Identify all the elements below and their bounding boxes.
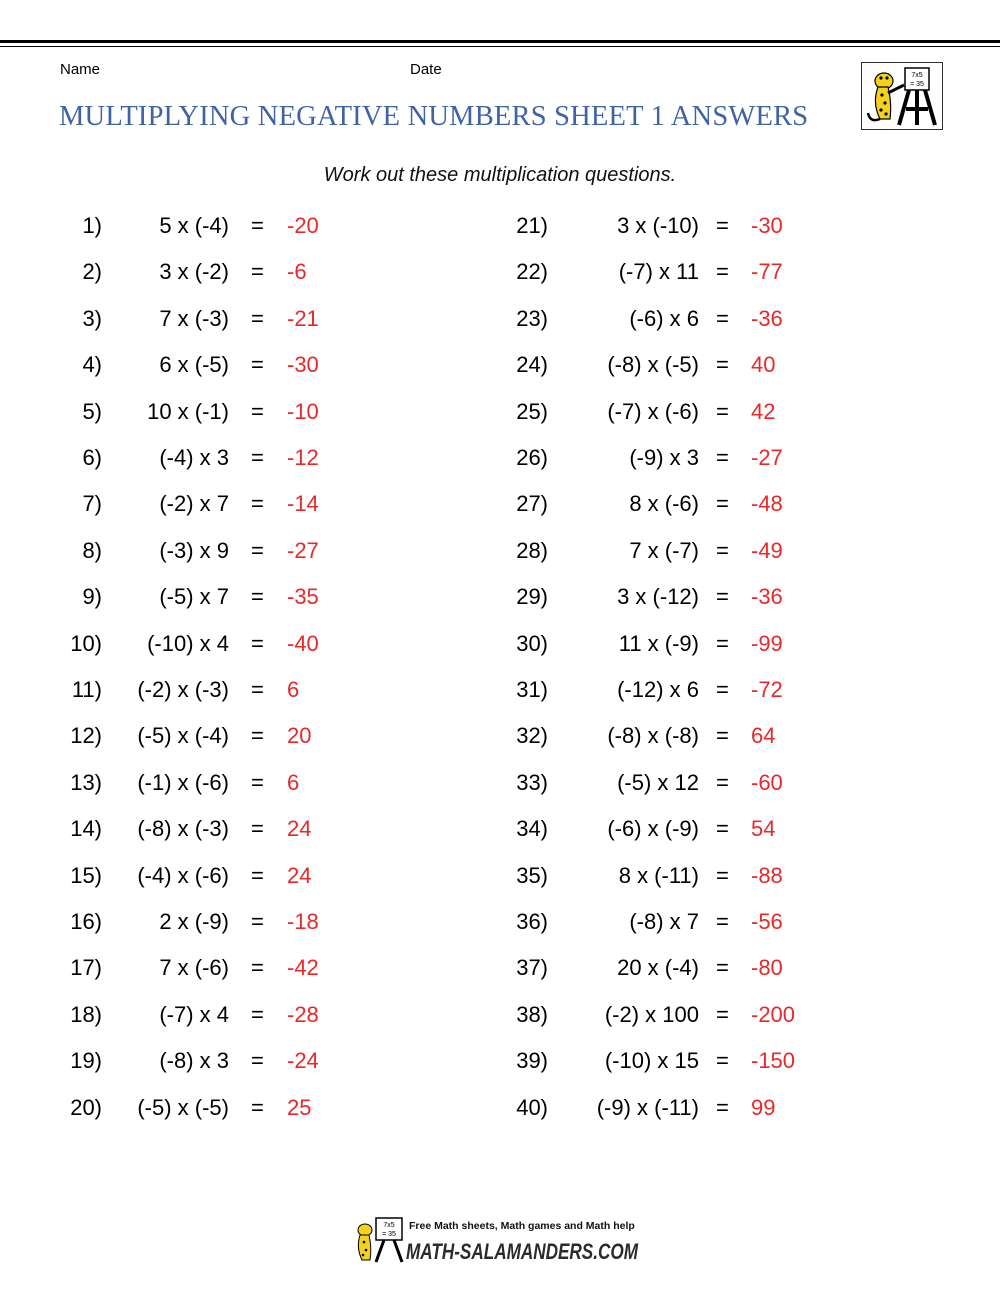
question-row: [0, 675, 1000, 705]
equals-sign: =: [716, 1048, 729, 1074]
question-number: 11): [71, 677, 102, 702]
answer: -72: [751, 677, 783, 702]
question-expression: (-2) x 7: [159, 491, 229, 517]
question-expression: (-8) x (-8): [607, 723, 699, 749]
question-expression: (-2) x 100: [604, 1001, 699, 1027]
question-number: 40): [516, 1094, 548, 1120]
question-expression: (-12) x 6: [617, 677, 699, 702]
question-expression: (-4) x (-6): [137, 862, 229, 888]
equals-sign: =: [716, 445, 729, 470]
question-row: [0, 582, 1000, 612]
answer: -27: [287, 537, 319, 563]
question-row: [0, 1000, 1000, 1030]
question-number: 8): [82, 537, 102, 563]
answer: 99: [751, 1094, 776, 1120]
question-row: [0, 211, 1000, 241]
question-expression: (-5) x 7: [159, 584, 229, 610]
equals-sign: =: [716, 1001, 729, 1027]
header-rule-thin: [0, 46, 1000, 47]
answer: 54: [751, 816, 776, 842]
question-number: 12): [70, 723, 102, 749]
question-number: 28): [516, 537, 548, 563]
question-row: [0, 953, 1000, 983]
question-number: 25): [516, 398, 548, 424]
question-number: 37): [516, 955, 548, 981]
question-number: 26): [516, 445, 548, 470]
svg-text:= 35: = 35: [910, 81, 924, 88]
equals-sign: =: [251, 1048, 264, 1074]
equals-sign: =: [251, 769, 264, 795]
question-expression: 2 x (-9): [159, 909, 229, 934]
answer: 6: [287, 769, 300, 795]
question-number: 16): [70, 909, 102, 934]
question-expression: (-4) x 3: [159, 445, 229, 470]
answer: -28: [287, 1001, 319, 1027]
question-row: [0, 350, 1000, 380]
question-number: 19): [70, 1048, 102, 1074]
equals-sign: =: [251, 909, 264, 934]
question-expression: (-6) x (-9): [607, 816, 699, 842]
svg-text:7x5: 7x5: [911, 72, 923, 79]
question-number: 39): [516, 1048, 548, 1074]
answer: -24: [287, 1048, 319, 1074]
equals-sign: =: [251, 723, 264, 749]
answer: -36: [751, 584, 783, 610]
answer: -150: [751, 1048, 796, 1074]
question-number: 14): [70, 816, 102, 842]
page-title: MULTIPLYING NEGATIVE NUMBERS SHEET 1 ANSWERS: [59, 101, 809, 132]
equals-sign: =: [716, 909, 729, 934]
question-expression: 3 x (-12): [617, 584, 699, 610]
question-expression: 3 x (-10): [617, 213, 699, 238]
answer: -27: [751, 445, 783, 470]
question-row: [0, 861, 1000, 891]
equals-sign: =: [251, 213, 264, 238]
question-number: 36): [516, 909, 548, 934]
question-expression: (-5) x (-4): [137, 723, 229, 749]
equals-sign: =: [251, 305, 264, 331]
equals-sign: =: [251, 955, 264, 981]
equals-sign: =: [251, 259, 264, 285]
instructions: Work out these multiplication questions.: [323, 164, 677, 186]
question-number: 2): [82, 259, 102, 285]
question-number: 33): [516, 769, 548, 795]
question-row: [0, 489, 1000, 519]
header-rule-thick: [0, 40, 1000, 43]
question-number: 32): [516, 723, 548, 749]
equals-sign: =: [716, 862, 729, 888]
question-expression: 10 x (-1): [147, 398, 229, 424]
equals-sign: =: [251, 816, 264, 842]
footer-tagline: Free Math sheets, Math games and Math help: [409, 1220, 635, 1232]
answer: -77: [751, 259, 783, 285]
answer: -21: [287, 305, 319, 331]
answer: -56: [751, 909, 783, 934]
question-number: 13): [70, 769, 102, 795]
equals-sign: =: [251, 677, 264, 702]
equals-sign: =: [716, 213, 729, 238]
question-expression: (-8) x 3: [159, 1048, 229, 1074]
answer: -42: [287, 955, 319, 981]
question-row: [0, 443, 1000, 473]
answer: 24: [287, 862, 312, 888]
question-expression: (-7) x 4: [159, 1001, 229, 1027]
question-number: 18): [70, 1001, 102, 1027]
answer: 40: [751, 352, 776, 378]
question-number: 9): [82, 584, 102, 610]
equals-sign: =: [251, 445, 264, 470]
question-number: 10): [70, 630, 102, 656]
question-row: [0, 814, 1000, 844]
question-row: [0, 397, 1000, 427]
question-row: [0, 768, 1000, 798]
question-number: 20): [70, 1094, 102, 1120]
equals-sign: =: [716, 816, 729, 842]
answer: -20: [287, 213, 319, 238]
question-number: 17): [70, 955, 102, 981]
question-expression: 3 x (-2): [159, 259, 229, 285]
question-expression: (-10) x 15: [604, 1048, 699, 1074]
question-expression: (-6) x 6: [629, 305, 699, 331]
answer: -35: [287, 584, 319, 610]
question-number: 29): [516, 584, 548, 610]
answer: -30: [287, 352, 319, 378]
answer: 64: [751, 723, 776, 749]
question-row: [0, 907, 1000, 937]
question-number: 1): [82, 213, 102, 238]
question-row: [0, 629, 1000, 659]
equals-sign: =: [251, 1001, 264, 1027]
answer: -36: [751, 305, 783, 331]
question-expression: (-9) x 3: [629, 445, 699, 470]
equals-sign: =: [251, 862, 264, 888]
question-expression: 7 x (-3): [159, 305, 229, 331]
question-expression: (-5) x (-5): [137, 1094, 229, 1120]
salamander-icon: [862, 63, 942, 129]
equals-sign: =: [251, 1094, 264, 1120]
question-row: [0, 257, 1000, 287]
equals-sign: =: [251, 584, 264, 610]
question-number: 4): [82, 352, 102, 378]
question-expression: 7 x (-7): [629, 537, 699, 563]
answer: -99: [751, 630, 783, 656]
question-expression: (-3) x 9: [159, 537, 229, 563]
question-number: 21): [516, 213, 548, 238]
question-expression: 7 x (-6): [159, 955, 229, 981]
svg-text:= 35: = 35: [382, 1231, 396, 1238]
equals-sign: =: [716, 352, 729, 378]
answer: -12: [287, 445, 319, 470]
salamander-logo: [861, 62, 943, 130]
equals-sign: =: [716, 537, 729, 563]
answer: -60: [751, 769, 783, 795]
question-expression: 11 x (-9): [618, 630, 699, 656]
question-expression: (-2) x (-3): [137, 677, 229, 702]
question-number: 3): [82, 305, 102, 331]
question-expression: 8 x (-6): [629, 491, 699, 517]
svg-text:MATH-SALAMANDERS.COM: MATH-SALAMANDERS.COM: [406, 1239, 639, 1264]
answer: -80: [751, 955, 783, 981]
equals-sign: =: [251, 491, 264, 517]
answer: -6: [287, 259, 307, 285]
question-expression: (-7) x (-6): [607, 398, 699, 424]
equals-sign: =: [716, 491, 729, 517]
equals-sign: =: [716, 1094, 729, 1120]
answer: -14: [287, 491, 319, 517]
equals-sign: =: [716, 398, 729, 424]
equals-sign: =: [716, 955, 729, 981]
question-number: 35): [516, 862, 548, 888]
question-expression: (-1) x (-6): [137, 769, 229, 795]
question-row: [0, 1046, 1000, 1076]
question-number: 22): [516, 259, 548, 285]
answer: -88: [751, 862, 783, 888]
question-row: [0, 304, 1000, 334]
question-expression: 20 x (-4): [617, 955, 699, 981]
equals-sign: =: [716, 584, 729, 610]
question-row: [0, 536, 1000, 566]
equals-sign: =: [251, 630, 264, 656]
question-number: 27): [516, 491, 548, 517]
answer: 20: [287, 723, 312, 749]
answer: -49: [751, 537, 783, 563]
question-row: [0, 721, 1000, 751]
answer: 25: [287, 1094, 312, 1120]
equals-sign: =: [716, 305, 729, 331]
name-label: Name: [60, 61, 101, 78]
question-row: [0, 1093, 1000, 1123]
equals-sign: =: [251, 352, 264, 378]
equals-sign: =: [716, 677, 729, 702]
equals-sign: =: [716, 630, 729, 656]
question-number: 5): [82, 398, 102, 424]
answer: 42: [751, 398, 776, 424]
question-expression: 5 x (-4): [159, 213, 229, 238]
question-number: 30): [516, 630, 548, 656]
question-expression: (-8) x (-3): [137, 816, 229, 842]
question-expression: (-8) x (-5): [607, 352, 699, 378]
answer: -18: [287, 909, 319, 934]
equals-sign: =: [716, 723, 729, 749]
question-number: 24): [516, 352, 548, 378]
question-number: 38): [516, 1001, 548, 1027]
answer: -40: [287, 630, 319, 656]
question-number: 6): [82, 445, 102, 470]
question-number: 34): [516, 816, 548, 842]
question-expression: (-5) x 12: [617, 769, 699, 795]
answer: 6: [287, 677, 300, 702]
equals-sign: =: [251, 537, 264, 563]
question-expression: 6 x (-5): [159, 352, 229, 378]
question-number: 31): [516, 677, 548, 702]
question-number: 15): [70, 862, 102, 888]
answer: -200: [751, 1001, 796, 1027]
question-number: 7): [82, 491, 102, 517]
question-expression: (-9) x (-11): [596, 1094, 699, 1120]
question-expression: (-8) x 7: [629, 909, 699, 934]
answer: -10: [287, 398, 319, 424]
svg-text:7x5: 7x5: [383, 1222, 395, 1229]
question-expression: (-10) x 4: [147, 630, 229, 656]
question-expression: (-7) x 11: [618, 259, 699, 285]
answer: 24: [287, 816, 312, 842]
date-label: Date: [410, 61, 442, 78]
question-expression: 8 x (-11): [618, 862, 699, 888]
equals-sign: =: [716, 259, 729, 285]
answer: -48: [751, 491, 783, 517]
equals-sign: =: [716, 769, 729, 795]
equals-sign: =: [251, 398, 264, 424]
answer: -30: [751, 213, 783, 238]
question-number: 23): [516, 305, 548, 331]
